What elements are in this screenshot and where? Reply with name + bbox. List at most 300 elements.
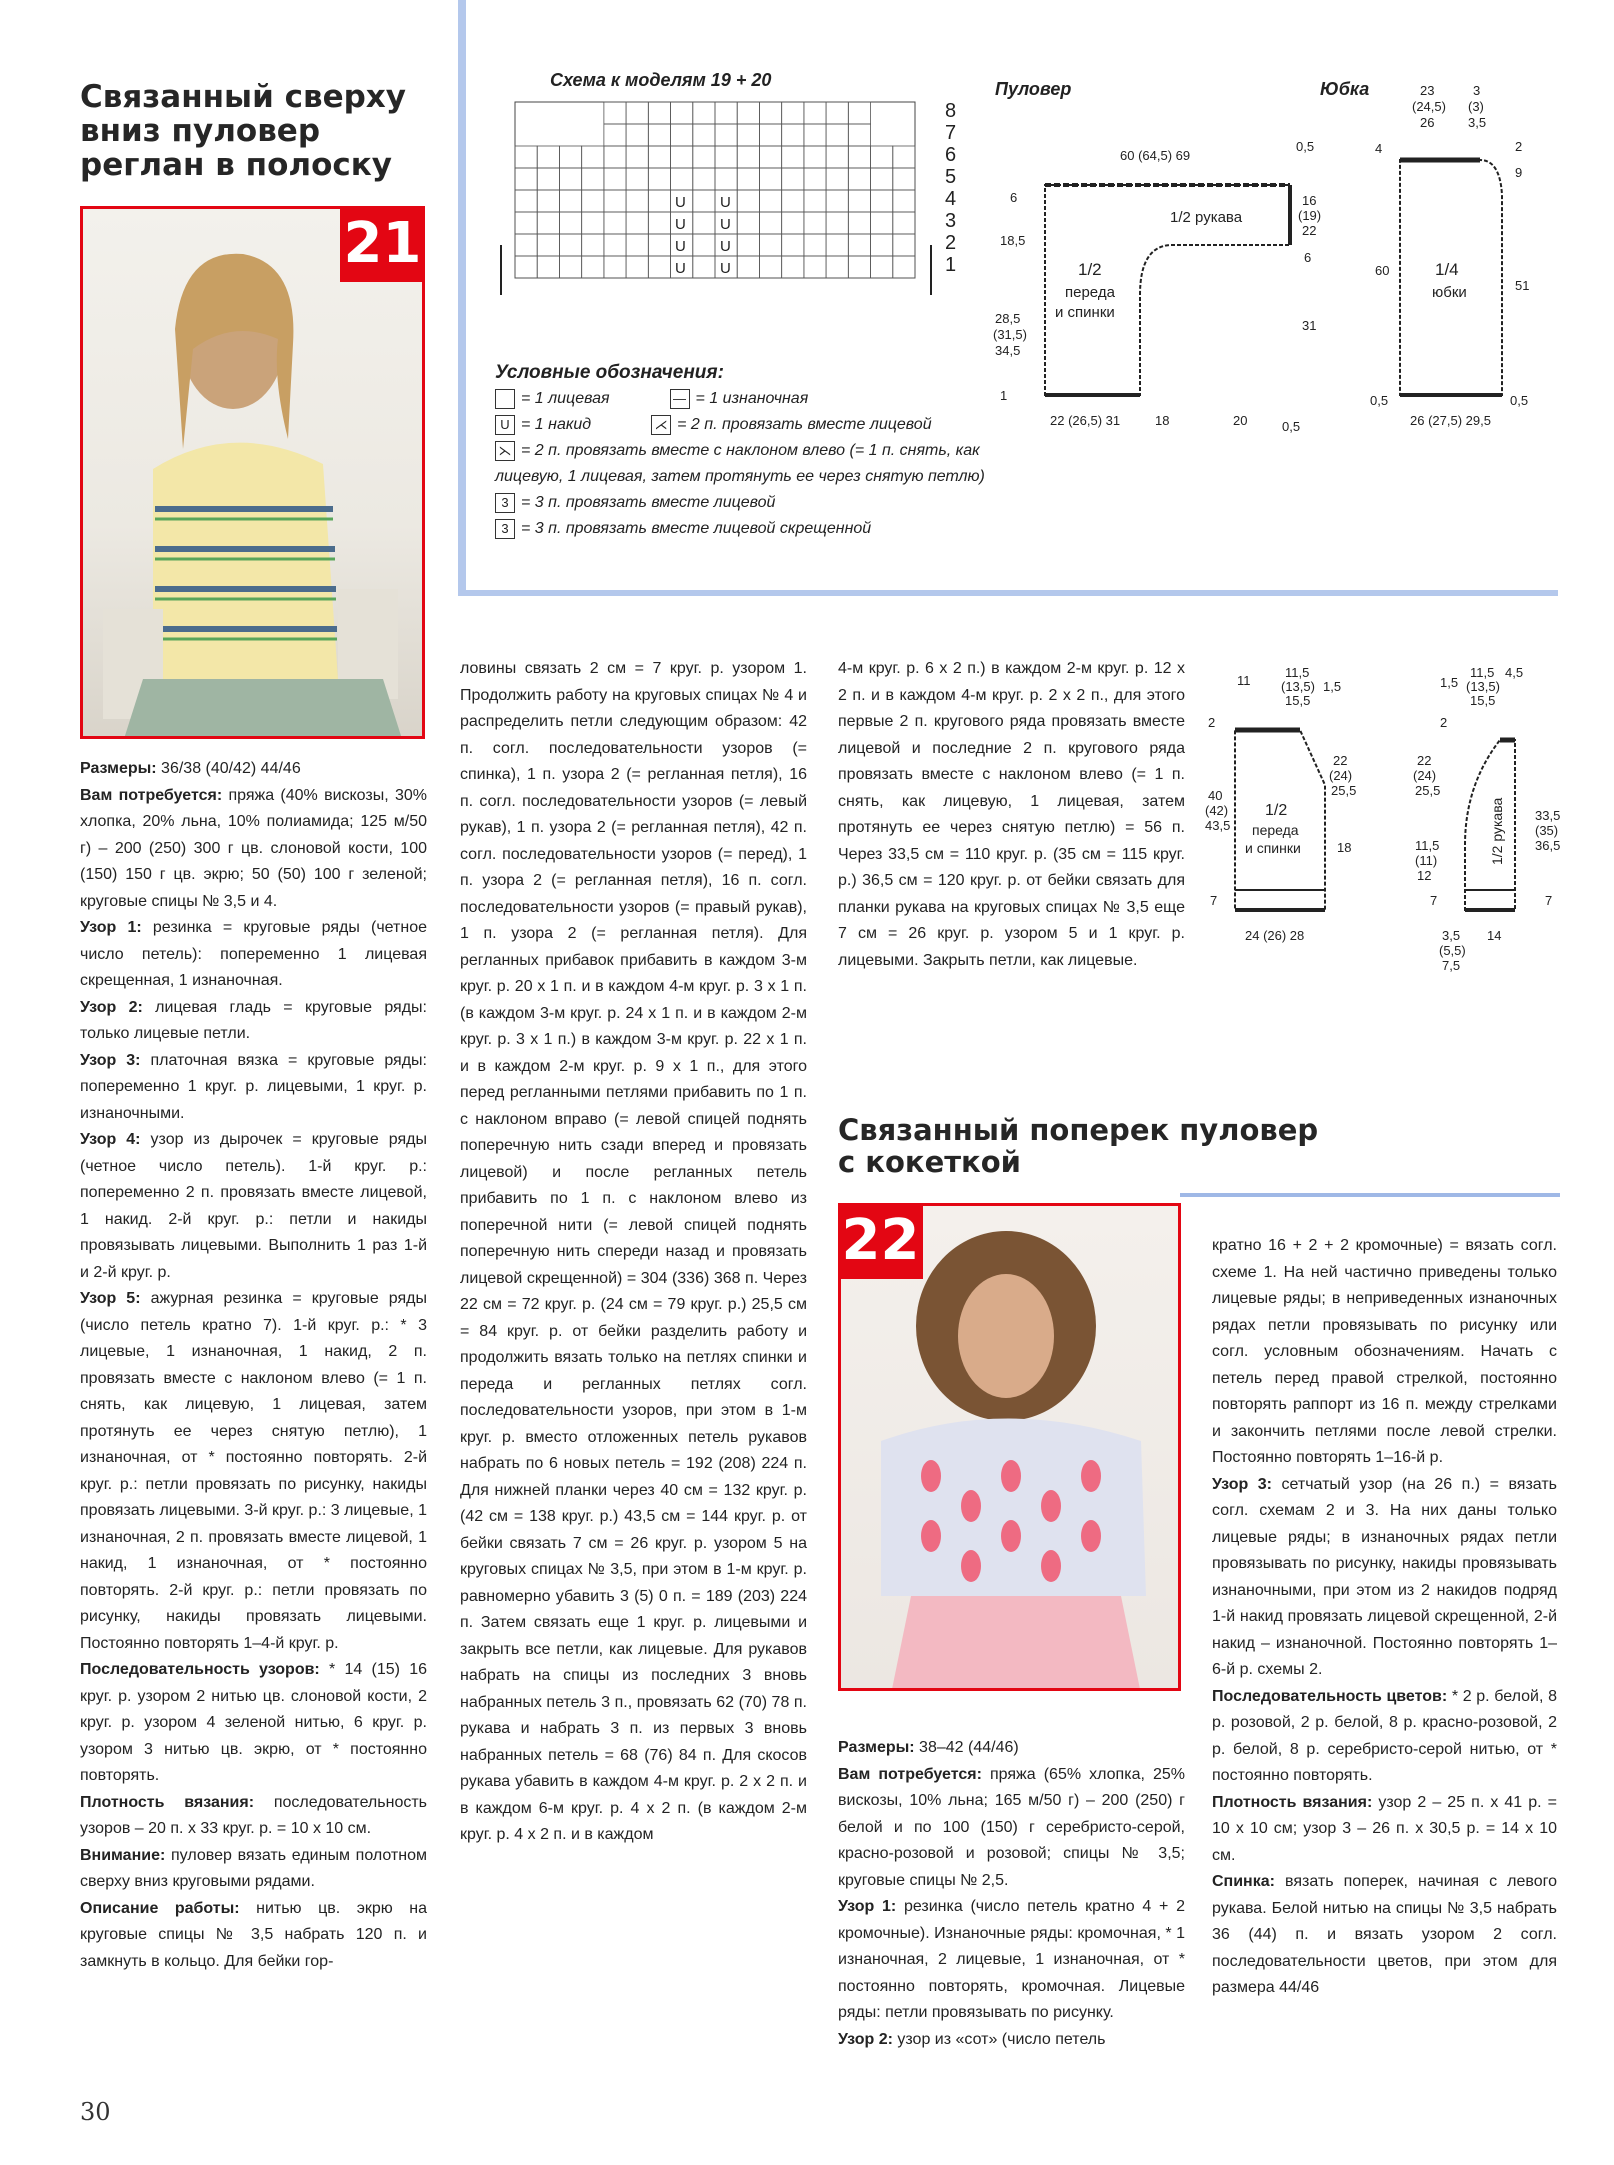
chart-cell <box>537 190 559 212</box>
dim: 7,5 <box>1442 958 1461 973</box>
paragraph: ловины связать 2 см = 7 круг. р. узором 1. Продолжить работу на круговых спицах № 4 и распределить петли следующим образом: 42 п. согл. последовательности узоров (= спинка), 1 п. узора 2 (= регланная петля), 16 п. согл. последовательности узоров (= левый рукав), 1 п. узора 2 (= регланная петля), 42 п. согл. последовательности узоров (= перед), 1 п. узора 2 (= регланная петля), 16 п. согл. последовательности узоров (= правый рукав), 1 п. узора 2 (= регланная петля). Для регланных прибавок прибавить в каждом 3-м круг. р. 20 х 1 п. и в каждом 4-м круг. р. 3 х 1 п. (в каждом 3-м круг. р. 24 х 1 п. и в каждом 2-м круг. р. 3 х 1 п.) в каждом 3-м круг. р. 22 х 1 п. и в каждом 2-м круг. р. 9 х 1 п., для этого перед регланными петлями прибавить по 1 п. с наклоном вправо (= левой спицей поднять поперечную нить сзади вперед и провязать лицевой) и после регланных петель прибавить по 1 п. с наклоном влево из поперечной нити (= левой спицей поднять поперечную нить спереди назад и провязать лицевой скрещенной) = 304 (336) 368 п. Через 22 см = 72 круг. р. (24 см = 79 круг. р.) 25,5 см = 84 круг. р. от бейки разделить работу и продолжить вязать только на петлях спинки и переда и регланных петлях согл. последовательности узоров, при этом в 1-м круг. р. вместо отложенных петель рукавов набрать по 6 новых петель = 192 (208) 224 п. Для нижней планки через 40 см = 132 круг. р. (42 см = 138 круг. р.) 43,5 см = 144 круг. р. от бейки связать 7 см = 26 круг. р. узором 5 на круговых спицах № 3,5, при этом в 1-м круг. р. равномерно убавить 3 (5) 0 п. = 189 (203) 224 п. Затем связать еще 1 круг. р. лицевыми и закрыть все петли, как лицевые. Для рукавов набрать на спицы из последних 3 вновь набранных петель 3 п., провязать 62 (70) 78 п. рукава и набрать 3 п. из первых 3 вновь набранных петель = 68 (76) 84 п. Для скосов рукава убавить в каждом 4-м круг. р. 2 х 2 п. и в каждом 6-м круг. р. 4 х 2 п. (в каждом 2-м круг. р. 4 х 2 п. и в каждом <box>460 660 807 1843</box>
legend-text: = 1 накид <box>521 416 592 433</box>
chart-cell <box>693 102 715 124</box>
legend-text: = 2 п. провязать вместе с наклоном влево (= 1 п. снять, как <box>521 442 980 459</box>
dim: 24 (26) 28 <box>1245 928 1305 943</box>
chart-cell <box>648 212 670 234</box>
body-label: 1/2 <box>1265 802 1288 819</box>
chart-cell <box>826 234 848 256</box>
paragraph-body: кратно 16 + 2 + 2 кромочные) = вязать согл. схеме 1. На ней частично приведены только лицевые ряды; в неприведенных изнаночных рядах петли провязывать по рисунку или согл. условным обозначениям. Начать с петель перед правой стрелкой, постоянно повторять раппорт из 16 п. между стрелками и закончить петлями после левой стрелки. Постоянно повторять 1–16-й р. <box>1212 1237 1557 1466</box>
chart-cell <box>737 256 759 278</box>
chart-cell <box>782 234 804 256</box>
paragraph-body: пуловер вязать единым полотном сверху вниз круговыми рядами. <box>80 1846 427 1890</box>
chart-u-marks <box>675 194 731 277</box>
row-number: 5 <box>945 166 957 188</box>
chart-cell <box>893 234 915 256</box>
model-21-badge: 21 <box>340 206 425 282</box>
chart-cell <box>582 234 604 256</box>
paragraph-heading: Спинка: <box>1212 1873 1275 1890</box>
skirt-label: юбки <box>1432 284 1467 301</box>
chart-cell <box>759 146 781 168</box>
paragraph-body: узор из «сот» (число петель <box>892 2030 1106 2048</box>
dim: 22 (26,5) 31 <box>1050 413 1121 428</box>
yarnover-mark: U <box>720 194 731 211</box>
chart-cell <box>759 190 781 212</box>
row-number: 6 <box>945 144 957 166</box>
dim: 23 <box>1420 83 1435 98</box>
chart-cell <box>648 146 670 168</box>
chart-cell <box>826 168 848 190</box>
dim: (5,5) <box>1439 943 1466 958</box>
chart-cell <box>648 256 670 278</box>
chart-cell <box>515 212 537 234</box>
paragraph-body: платочная вязка = круговые ряды: попеременно 1 круг. р. лицевыми, 1 круг. р. изнаночными. <box>80 1051 427 1122</box>
dim: 15,5 <box>1470 693 1496 708</box>
paragraph <box>838 1894 1185 2027</box>
paragraph <box>80 756 427 783</box>
dim: 20 <box>1233 413 1248 428</box>
chart-cell <box>826 146 848 168</box>
chart-cell <box>804 212 826 234</box>
dim: 34,5 <box>995 343 1021 358</box>
legend-row <box>495 412 1055 438</box>
paragraph-heading: Размеры: <box>838 1739 915 1756</box>
paragraph-body: вязать поперек, начиная с левого рукава. Белой нитью на спицы № 3,5 набрать 36 (44) п. и вязать узором 2 согл. последовательности цветов, при этом для размера 44/46 <box>1212 1873 1557 1996</box>
chart-cell <box>782 168 804 190</box>
sleeve-label: 1/2 рукава <box>1489 797 1505 865</box>
chart-cell <box>693 190 715 212</box>
pullover-title: Пуловер <box>995 79 1072 99</box>
yarnover-mark: U <box>675 260 686 277</box>
paragraph <box>1212 1233 1557 1472</box>
paragraph-heading: Узор 5: <box>80 1290 141 1307</box>
skirt-label: 1/4 <box>1435 260 1459 279</box>
paragraph-heading: Узор 4: <box>80 1131 141 1148</box>
paragraph <box>838 1762 1185 1895</box>
k3tog-tbl-icon: 3 <box>495 519 515 539</box>
chart-cell <box>848 146 870 168</box>
dim: 0,5 <box>1510 393 1529 408</box>
yarnover-mark: U <box>675 194 686 211</box>
column-4-text <box>1212 1233 1557 2002</box>
chart-cell <box>826 124 848 146</box>
chart-cell <box>648 168 670 190</box>
paragraph-heading: Узор 3: <box>80 1051 141 1069</box>
paragraph <box>80 1657 427 1790</box>
dim: 2 <box>1440 715 1448 730</box>
chart-cell <box>582 168 604 190</box>
paragraph-body: пряжа (65% хлопка, 25% вискозы, 10% льна; 165 м/50 г) – 200 (250) г белой и по 100 (150) г серебристо-серой, красно-розовой и розовой; спицы № 3,5; круговые спицы № 2,5. <box>838 1765 1186 1889</box>
purl-icon: — <box>670 389 690 409</box>
schema-pullover-skirt <box>990 65 1570 445</box>
dim: 26 (27,5) 29,5 <box>1410 413 1491 428</box>
dim: 1,5 <box>1323 679 1342 694</box>
paragraph-body: пряжа (40% вискозы, 30% хлопка, 20% льна, 10% полиамида; 125 м/50 г) – 200 (250) 300 г цв. слоновой кости, 100 (150) 150 г цв. экрю; 50 (50) 100 г зеленой; круговые спицы № 3,5 и 4. <box>80 786 428 910</box>
dim: 0,5 <box>1282 419 1301 434</box>
dim: 16 <box>1302 193 1317 208</box>
horizontal-divider <box>458 590 1558 596</box>
chart-cell <box>848 190 870 212</box>
paragraph-body: резинка (число петель кратно 4 + 2 кромочные). Изнаночные ряды: кромочная, * 1 изнаночная, 2 лицевые, 1 изнаночная, от * постоянно повторять, кромочная. Лицевые ряды: петли провязывать по рисунку. <box>838 1898 1185 2021</box>
legend-row <box>495 490 1055 516</box>
paragraph-heading: Вам потребуется: <box>838 1765 982 1783</box>
chart-cell <box>804 124 826 146</box>
legend-text: = 3 п. провязать вместе лицевой скрещенной <box>521 520 872 537</box>
dim: 25,5 <box>1331 783 1357 798</box>
paragraph <box>80 783 427 916</box>
chart-cell <box>782 146 804 168</box>
chart-cell <box>826 256 848 278</box>
dim: (24,5) <box>1412 99 1446 114</box>
chart-cell <box>759 102 781 124</box>
chart-cell <box>848 256 870 278</box>
chart-cell <box>737 168 759 190</box>
dim: 28,5 <box>995 311 1021 326</box>
chart-cell <box>604 146 626 168</box>
title-line-1: Связанный сверху <box>80 79 406 115</box>
dim: 12 <box>1417 868 1432 883</box>
chart-cell <box>648 190 670 212</box>
k2tog-icon: ⋌ <box>651 415 671 435</box>
title-line-1: Связанный поперек пуловер <box>838 1113 1319 1147</box>
paragraph-heading: Узор 3: <box>1212 1475 1272 1493</box>
chart-cell <box>871 234 893 256</box>
dim: 6 <box>1010 190 1018 205</box>
skirt-title: Юбка <box>1320 79 1370 99</box>
chart-cell <box>604 168 626 190</box>
chart-cell <box>804 168 826 190</box>
chart-cell <box>537 168 559 190</box>
dim: 7 <box>1430 893 1438 908</box>
dim: 43,5 <box>1205 818 1231 833</box>
chart-cell <box>515 146 537 168</box>
dim: 3,5 <box>1442 928 1461 943</box>
paragraph-body: лицевая гладь = круговые ряды: только лицевые петли. <box>80 998 427 1042</box>
chart-cell <box>559 256 581 278</box>
legend-text: = 1 изнаночная <box>695 390 809 407</box>
dim: 40 <box>1208 788 1223 803</box>
dim: 1,5 <box>1440 675 1459 690</box>
dim: 3 <box>1473 83 1481 98</box>
chart-cell <box>893 168 915 190</box>
chart-cell <box>671 146 693 168</box>
paragraph-body: резинка = круговые ряды (четное число петель): попеременно 1 лицевая скрещенная, 1 изнаночная. <box>80 919 427 989</box>
yarnover-mark: U <box>675 238 686 255</box>
body-label: переда <box>1252 822 1299 838</box>
body-label: и спинки <box>1245 840 1301 856</box>
dim: 2 <box>1208 715 1216 730</box>
dim: (42) <box>1205 803 1229 818</box>
dim: 11,5 <box>1285 665 1310 680</box>
chart-cell <box>626 168 648 190</box>
paragraph <box>80 1127 427 1286</box>
column-3b-text <box>838 1735 1185 2053</box>
column-3a-text <box>838 656 1185 974</box>
body-label: 1/2 <box>1078 260 1102 279</box>
legend-row <box>495 516 1055 542</box>
dim: 0,5 <box>1296 139 1315 154</box>
chart-cell <box>559 212 581 234</box>
paragraph <box>80 1286 427 1657</box>
chart-cell <box>515 190 537 212</box>
chart-cell <box>582 256 604 278</box>
chart-cell <box>626 102 648 124</box>
chart-cell <box>604 212 626 234</box>
chart-cell <box>804 102 826 124</box>
chart-cell <box>626 256 648 278</box>
chart-cell <box>715 168 737 190</box>
chart-cell <box>515 168 537 190</box>
dim: 51 <box>1515 278 1530 293</box>
schema-22a-outline <box>1235 730 1325 910</box>
dim: (13,5) <box>1281 679 1315 694</box>
chart-cell <box>737 234 759 256</box>
title-line-3: реглан в полоску <box>80 147 392 184</box>
dim: (35) <box>1535 823 1559 838</box>
chart-cell <box>626 234 648 256</box>
yarnover-mark: U <box>720 238 731 255</box>
chart-cell <box>871 168 893 190</box>
chart-title: Схема к моделям 19 + 20 <box>550 70 772 90</box>
model-22-badge: 22 <box>838 1203 923 1279</box>
chart-cell <box>693 256 715 278</box>
paragraph-body: узор 2 – 25 п. х 41 р. = 10 х 10 см; узор 3 – 26 п. х 30,5 р. = 14 х 10 см. <box>1212 1793 1557 1864</box>
dim: 14 <box>1487 928 1502 943</box>
dim: 7 <box>1545 893 1553 908</box>
dim: 60 (64,5) 69 <box>1120 148 1191 163</box>
dim: (24) <box>1413 768 1437 783</box>
chart-cell <box>782 256 804 278</box>
chart-cell <box>804 190 826 212</box>
chart-cell <box>671 102 693 124</box>
chart-cell <box>759 234 781 256</box>
dim: 4,5 <box>1505 665 1524 680</box>
paragraph-heading: Вам потребуется: <box>80 786 223 804</box>
chart-cell <box>559 168 581 190</box>
dim: 36,5 <box>1535 838 1561 853</box>
legend-row <box>495 464 1055 490</box>
chart-cell <box>893 146 915 168</box>
chart-cell <box>693 124 715 146</box>
chart-cell <box>559 146 581 168</box>
paragraph-body: узор из дырочек = круговые ряды (четное число петель). 1-й круг. р.: попеременно 2 п. провязать вместе лицевой, 1 накид. 2-й круг. р.: петли и накиды провязывать лицевыми. Выполнить 1 раз 1-й и 2-й круг. р. <box>80 1131 427 1281</box>
paragraph <box>80 1048 427 1128</box>
k3tog-icon: 3 <box>495 493 515 513</box>
dim: 3,5 <box>1468 115 1487 130</box>
chart-cell <box>559 190 581 212</box>
chart-cell <box>893 256 915 278</box>
chart-cell <box>826 102 848 124</box>
chart-cell <box>671 168 693 190</box>
dim: 6 <box>1304 250 1312 265</box>
dim: 4 <box>1375 141 1383 156</box>
chart-cell <box>693 168 715 190</box>
chart-cell <box>893 190 915 212</box>
chart-cell <box>826 190 848 212</box>
row-number: 8 <box>945 100 957 122</box>
chart-cell <box>782 102 804 124</box>
chart-cell <box>515 234 537 256</box>
chart-cell <box>737 212 759 234</box>
paragraph-body: 36/38 (40/42) 44/46 <box>156 760 301 777</box>
paragraph-body: последовательность узоров – 20 п. х 33 круг. р. = 10 х 10 см. <box>80 1793 427 1837</box>
paragraph-heading: Плотность вязания: <box>80 1793 255 1811</box>
chart-cell <box>648 124 670 146</box>
vertical-divider <box>458 0 466 596</box>
row-number: 2 <box>945 232 957 254</box>
dim: 9 <box>1515 165 1523 180</box>
paragraph <box>80 1896 427 1976</box>
model-21-photo <box>80 206 425 739</box>
paragraph <box>80 1843 427 1896</box>
chart-cell <box>604 234 626 256</box>
page-number: 30 <box>80 2098 111 2126</box>
chart-cell <box>782 124 804 146</box>
dim: (3) <box>1468 99 1484 114</box>
paragraph-heading: Узор 2: <box>838 2030 893 2048</box>
column-2-text <box>460 656 807 1849</box>
chart-cell <box>693 212 715 234</box>
paragraph <box>1212 1684 1557 1790</box>
legend-title: Условные обозначения: <box>495 362 724 383</box>
dim: 11,5 <box>1470 665 1495 680</box>
dim: 60 <box>1375 263 1390 278</box>
dim: 31 <box>1302 318 1317 333</box>
dim: 22 <box>1302 223 1317 238</box>
chart-cell <box>604 124 626 146</box>
yarnover-icon: U <box>495 415 515 435</box>
dim: 18 <box>1337 840 1352 855</box>
chart-cell <box>782 212 804 234</box>
paragraph-heading: Описание работы: <box>80 1899 240 1917</box>
chart-cell <box>693 146 715 168</box>
body-label: и спинки <box>1055 304 1115 321</box>
paragraph-body: нитью цв. экрю на круговые спицы № 3,5 набрать 120 п. и замкнуть в кольцо. Для бейки гор- <box>80 1899 427 1970</box>
paragraph <box>80 1790 427 1843</box>
chart-arrows <box>501 245 931 295</box>
legend-text: = 1 лицевая <box>521 390 610 407</box>
chart-cell <box>737 102 759 124</box>
paragraph <box>1212 1790 1557 1870</box>
chart-cell <box>759 124 781 146</box>
chart-cell <box>759 212 781 234</box>
dim: 18 <box>1155 413 1170 428</box>
chart-cell <box>604 102 626 124</box>
paragraph: 4-м круг. р. 6 х 2 п.) в каждом 2-м круг. р. 12 х 2 п. и в каждом 4-м круг. р. 2 х 2 п., для этого первые 2 п. кругового ряда провязать вместе лицевой и последние 2 п. кругового ряда провязать вместе с наклоном влево (= 1 п. снять, как лицевую, 1 лицевая, затем протянуть ее через снятую петлю) = 56 п. Через 33,5 см = 110 круг. р. (35 см = 115 круг. р.) 36,5 см = 120 круг. р. от бейки связать для планки рукава на круговых спицах № 3,5 еще 7 см = 26 круг. р. узором 5 и 1 круг. р. лицевыми. Закрыть петли, как лицевые. <box>838 660 1185 969</box>
chart-cell <box>648 234 670 256</box>
chart-cell <box>737 146 759 168</box>
paragraph-body: 38–42 (44/46) <box>914 1739 1019 1756</box>
yarnover-mark: U <box>720 216 731 233</box>
chart-cell <box>759 256 781 278</box>
yarnover-mark: U <box>720 260 731 277</box>
paragraph-body: * 14 (15) 16 круг. р. узором 2 нитью цв. слоновой кости, 2 круг. р. узором 4 зеленой нитью, 6 круг. р. узором 3 нитью цв. экрю, от * постоянно повторять. <box>80 1661 427 1784</box>
dim: 22 <box>1333 753 1348 768</box>
paragraph-body: сетчатый узор (на 26 п.) = вязать согл. схемам 2 и 3. На них даны только лицевые ряды; в изнаночных рядах петли провязывать по рисунку, накиды провязывать изнаночными, при этом из 2 накидов подряд 1-й накид провязать лицевой скрещенной, 2-й накид – изнаночной. Постоянно повторять 1–6-й р. схемы 2. <box>1212 1475 1557 1678</box>
paragraph <box>838 1735 1185 1762</box>
paragraph-heading: Внимание: <box>80 1846 166 1864</box>
paragraph-heading: Размеры: <box>80 760 157 777</box>
yarnover-mark: U <box>675 216 686 233</box>
paragraph <box>838 2027 1185 2054</box>
chart-cell <box>559 234 581 256</box>
row-number: 1 <box>945 254 957 276</box>
model-21-illustration <box>83 209 425 739</box>
chart-cell <box>893 212 915 234</box>
dim: (31,5) <box>993 327 1027 342</box>
chart-cell <box>537 234 559 256</box>
chart-cell <box>693 234 715 256</box>
legend-text: = 3 п. провязать вместе лицевой <box>521 494 776 511</box>
chart-cell <box>604 256 626 278</box>
legend-text: = 2 п. провязать вместе лицевой <box>677 416 932 433</box>
legend-row <box>495 438 1055 464</box>
chart-cell <box>582 190 604 212</box>
dim: 11 <box>1237 673 1251 688</box>
dim: 25,5 <box>1415 783 1441 798</box>
chart-cell <box>626 146 648 168</box>
dim: (11) <box>1415 853 1438 868</box>
chart-cell <box>804 256 826 278</box>
paragraph <box>80 915 427 995</box>
chart-cells <box>515 102 915 278</box>
paragraph-heading: Последовательность цветов: <box>1212 1687 1448 1705</box>
chart-cell <box>582 212 604 234</box>
chart-cell <box>782 190 804 212</box>
chart-cell <box>715 124 737 146</box>
chart-cell <box>848 212 870 234</box>
title-line-2: вниз пуловер <box>80 113 321 150</box>
paragraph-body: * 2 р. белой, 8 р. розовой, 2 р. белой, 8 р. красно-розовой, 2 р. белой, 8 р. серебристо-серой нитью, от * постоянно повторять. <box>1212 1687 1557 1784</box>
paragraph <box>80 995 427 1048</box>
chart-cell <box>804 146 826 168</box>
paragraph <box>1212 1869 1557 2002</box>
dim: 15,5 <box>1285 693 1311 708</box>
ssk-icon: ⋋ <box>495 441 515 461</box>
paragraph <box>1212 1472 1557 1684</box>
chart-cell <box>537 212 559 234</box>
column-1-text <box>80 756 427 1975</box>
dim: 22 <box>1417 753 1432 768</box>
knitting-chart <box>495 65 975 315</box>
dim: 18,5 <box>1000 233 1026 248</box>
paragraph-heading: Узор 1: <box>80 919 142 936</box>
chart-cell <box>871 256 893 278</box>
dim: 11,5 <box>1415 838 1440 853</box>
chart-cell <box>848 168 870 190</box>
paragraph-body: ажурная резинка = круговые ряды (число петель кратно 7). 1-й круг. р.: * 3 лицевые, 1 изнаночная, 1 накид, 2 п. провязать вместе с наклоном влево (= 1 п. снять, как лицевую, 1 лицевая, затем протянуть ее через снятую петлю), 1 изнаночная, от * постоянно повторять. 2-й круг. р.: петли провязать по рисунку, накиды провязать лицевыми. 3-й круг. р.: 3 лицевые, 1 изнаночная, 2 п. провязать вместе лицевой, 1 накид, 1 изнаночная, от * постоянно повторять. 2-й круг. р.: петли провязать по рисунку, накиды провязать лицевыми. Постоянно повторять 1–4-й круг. р. <box>80 1290 427 1652</box>
chart-cell <box>737 190 759 212</box>
row-number: 3 <box>945 210 957 232</box>
chart-cell <box>826 212 848 234</box>
chart-cell <box>537 146 559 168</box>
dim: 0,5 <box>1370 393 1389 408</box>
row-number: 7 <box>945 122 957 144</box>
dim: 7 <box>1210 893 1218 908</box>
chart-cell <box>582 146 604 168</box>
paragraph-heading: Последовательность узоров: <box>80 1661 320 1678</box>
dim: 1 <box>1000 388 1008 403</box>
chart-cell <box>848 234 870 256</box>
paragraph-heading: Узор 2: <box>80 998 143 1016</box>
dim: 26 <box>1420 115 1435 130</box>
chart-cell <box>871 212 893 234</box>
chart-cell <box>671 124 693 146</box>
sleeve-label: 1/2 рукава <box>1170 209 1243 226</box>
chart-cell <box>848 124 870 146</box>
dim: (24) <box>1329 768 1353 783</box>
knit-icon <box>495 389 515 409</box>
